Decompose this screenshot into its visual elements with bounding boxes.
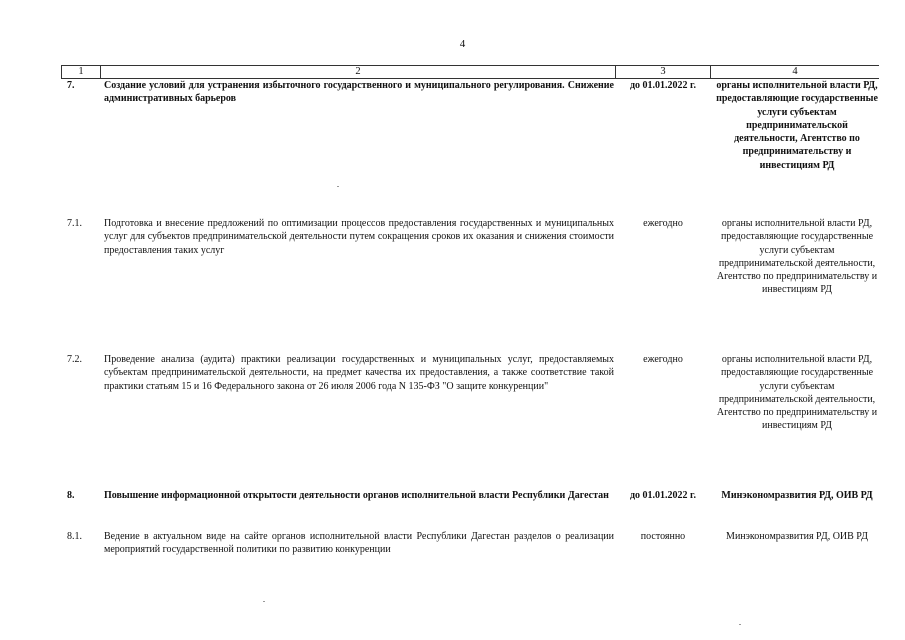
row-deadline: ежегодно [643, 218, 683, 229]
row-responsible: органы исполнительной власти РД, предоставляющие государственные услуги субъектам предпринимательской деятельности, Агентство по предпринимательству и инвестициям РД [716, 354, 878, 432]
header-col-3: 3 [616, 66, 711, 78]
row-deadline: до 01.01.2022 г. [630, 80, 696, 91]
header-col-4: 4 [792, 66, 798, 77]
row-responsible: Минэкономразвития РД, ОИВ РД [721, 490, 873, 501]
row-text: Подготовка и внесение предложений по оптимизации процессов предоставления государственных и муниципальных услуг для субъектов предпринимательской деятельности путем сокращения сроков их оказания и снижения стоимости предоставления таких услуг [104, 218, 614, 256]
row-number: 7. [67, 80, 75, 91]
table-header [61, 65, 879, 79]
row-responsible: органы исполнительной власти РД, предоставляющие государственные услуги субъектам предпринимательской деятельности, Агентство по предпринимательству и инвестициям РД [716, 80, 878, 171]
scan-speck [337, 186, 339, 187]
row-number: 7.2. [67, 354, 82, 365]
header-col-2: 2 [101, 66, 616, 78]
row-responsible: органы исполнительной власти РД, предоставляющие государственные услуги субъектам предпринимательской деятельности, Агентство по предпринимательству и инвестициям РД [716, 218, 878, 296]
scan-speck [263, 601, 265, 602]
row-text: Проведение анализа (аудита) практики реализации государственных и муниципальных услуг, предоставляемых субъектам предпринимательской деятельности, на предмет качества их предоставления, а также соответствие такой практики статьям 15 и 16 Федерального закона от 26 июля 2006 года N 135-ФЗ "О защите конкуренции" [104, 354, 614, 392]
row-deadline: ежегодно [643, 354, 683, 365]
row-deadline: до 01.01.2022 г. [630, 490, 696, 501]
row-text: Повышение информационной открытости деятельности органов исполнительной власти Республики Дагестан [104, 490, 609, 501]
page-number: 4 [459, 38, 466, 50]
row-number: 8. [67, 490, 75, 501]
row-responsible: Минэкономразвития РД, ОИВ РД [726, 531, 868, 542]
row-number: 7.1. [67, 218, 82, 229]
scan-speck [739, 624, 741, 625]
row-text: Создание условий для устранения избыточного государственного и муниципального регулирования. Снижение административных барьеров [104, 80, 614, 105]
row-text: Ведение в актуальном виде на сайте органов исполнительной власти Республики Дагестан разделов о реализации мероприятий государственной политики по развитию конкуренции [104, 531, 614, 556]
row-number: 8.1. [67, 531, 82, 542]
row-deadline: постоянно [640, 531, 686, 542]
header-col-1: 1 [61, 66, 101, 78]
